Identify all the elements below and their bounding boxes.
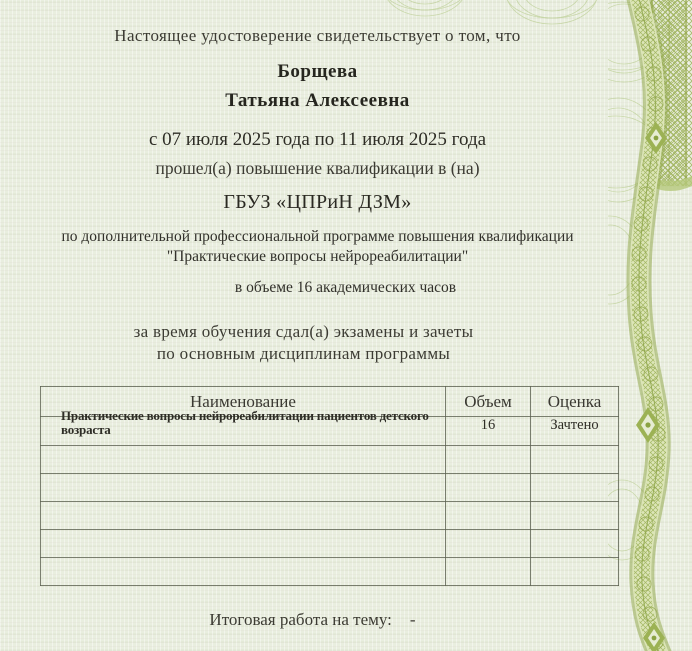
table-row (41, 558, 619, 586)
table-row (41, 417, 619, 446)
course-grade: Зачтено (531, 417, 619, 446)
diamond-ornaments (636, 122, 667, 651)
table-row (41, 502, 619, 530)
table-row (41, 446, 619, 474)
final-work-value: - (409, 610, 416, 629)
table-row (41, 474, 619, 502)
final-work-label: Итоговая работа на тему: (209, 610, 392, 629)
disciplines-table (40, 386, 619, 586)
program-name: "Практические вопросы нейрореабилитации" (166, 248, 469, 265)
intro-line: Настоящее удостоверение свидетельствует о том, что (114, 26, 521, 45)
exams-line-2: по основным дисциплинам программы (156, 344, 451, 363)
holder-surname: Борщева (277, 61, 358, 82)
final-work-line (0, 610, 630, 630)
course-volume: 16 (446, 417, 531, 446)
exams-line-1: за время обучения сдал(а) экзамены и зачеты (133, 322, 474, 341)
header-volume: Объем (446, 387, 531, 417)
header-name: Наименование (41, 387, 446, 417)
program-type-line: по дополнительной профессиональной программе повышения квалификации (61, 228, 574, 245)
header-grade: Оценка (531, 387, 619, 417)
table-row (41, 530, 619, 558)
hours-line: в объеме 16 академических часов (234, 279, 457, 296)
organization-name: ГБУЗ «ЦПРиН ДЗМ» (223, 191, 412, 213)
training-period: с 07 июля 2025 года по 11 июля 2025 года (148, 129, 487, 150)
action-line: прошел(а) повышение квалификации в (на) (155, 158, 480, 178)
course-name: Практические вопросы нейрореабилитации пациентов детского возраста (61, 408, 429, 437)
holder-name-patronymic: Татьяна Алексеевна (225, 90, 410, 111)
